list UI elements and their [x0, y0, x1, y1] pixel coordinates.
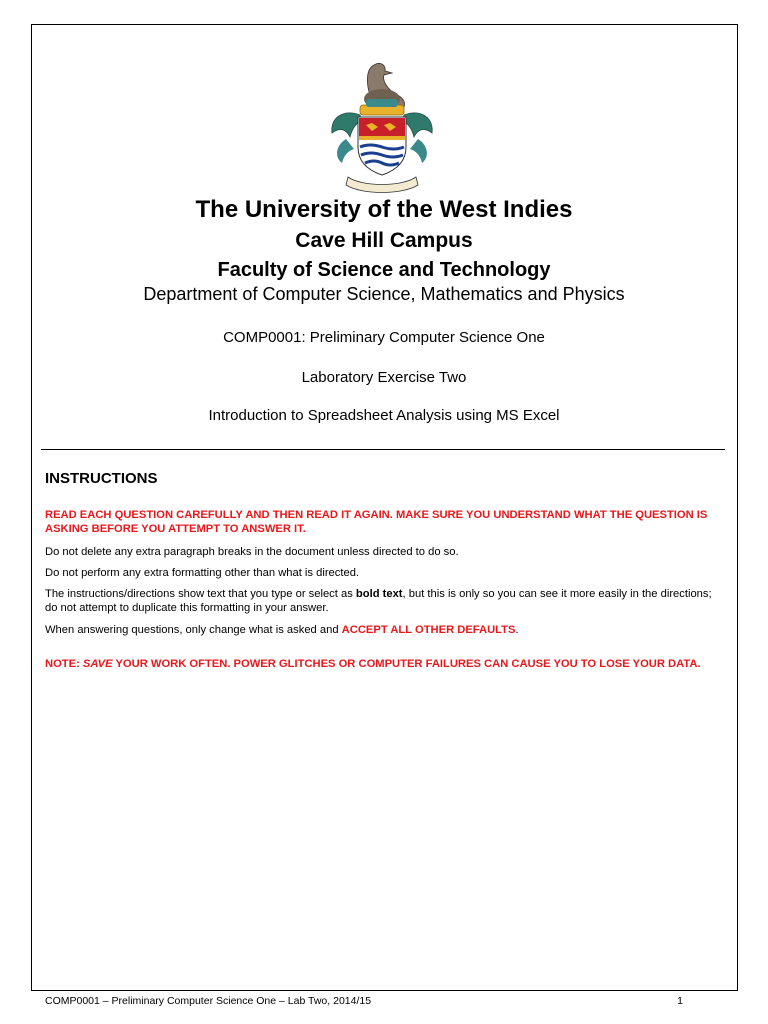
faculty-name: Faculty of Science and Technology [217, 259, 551, 281]
university-name: The University of the West Indies [195, 196, 573, 223]
section-divider [41, 449, 725, 450]
instructions-heading: INSTRUCTIONS [45, 470, 158, 487]
warning-text: READ EACH QUESTION CAREFULLY AND THEN READ IT AGAIN. MAKE SURE YOU UNDERSTAND WHAT THE QUESTION IS ASKING BEFORE YOU ATTEMPT TO ANSWER IT. [45, 509, 708, 535]
footer-course-info: COMP0001 – Preliminary Computer Science One – Lab Two, 2014/15 [45, 995, 372, 1007]
bold-text-example: bold text [355, 588, 403, 600]
paragraph-breaks-instruction: Do not delete any extra paragraph breaks in the document unless directed to do so. [45, 546, 459, 558]
exercise-title: Laboratory Exercise Two [301, 369, 467, 386]
course-title: COMP0001: Preliminary Computer Science One [223, 329, 545, 346]
accept-defaults-text: ACCEPT ALL OTHER DEFAULTS [341, 624, 516, 636]
topic-title: Introduction to Spreadsheet Analysis using MS Excel [208, 407, 560, 424]
save-note: NOTE: SAVE YOUR WORK OFTEN. POWER GLITCHES OR COMPUTER FAILURES CAN CAUSE YOU TO LOSE YOUR DATA. [45, 658, 701, 670]
campus-name: Cave Hill Campus [295, 229, 473, 252]
department-name: Department of Computer Science, Mathematics and Physics [143, 284, 625, 304]
page-number: 1 [677, 995, 683, 1007]
formatting-instruction: Do not perform any extra formatting other than what is directed. [45, 567, 360, 579]
bold-text-instruction: The instructions/directions show text that you type or select as bold text, but this is only so you can see it more easily in the directions; do not attempt to duplicate this formatting in your answer. [45, 588, 712, 614]
answering-instruction: When answering questions, only change what is asked and ACCEPT ALL OTHER DEFAULTS. [45, 624, 519, 636]
university-crest-logo [322, 55, 442, 195]
